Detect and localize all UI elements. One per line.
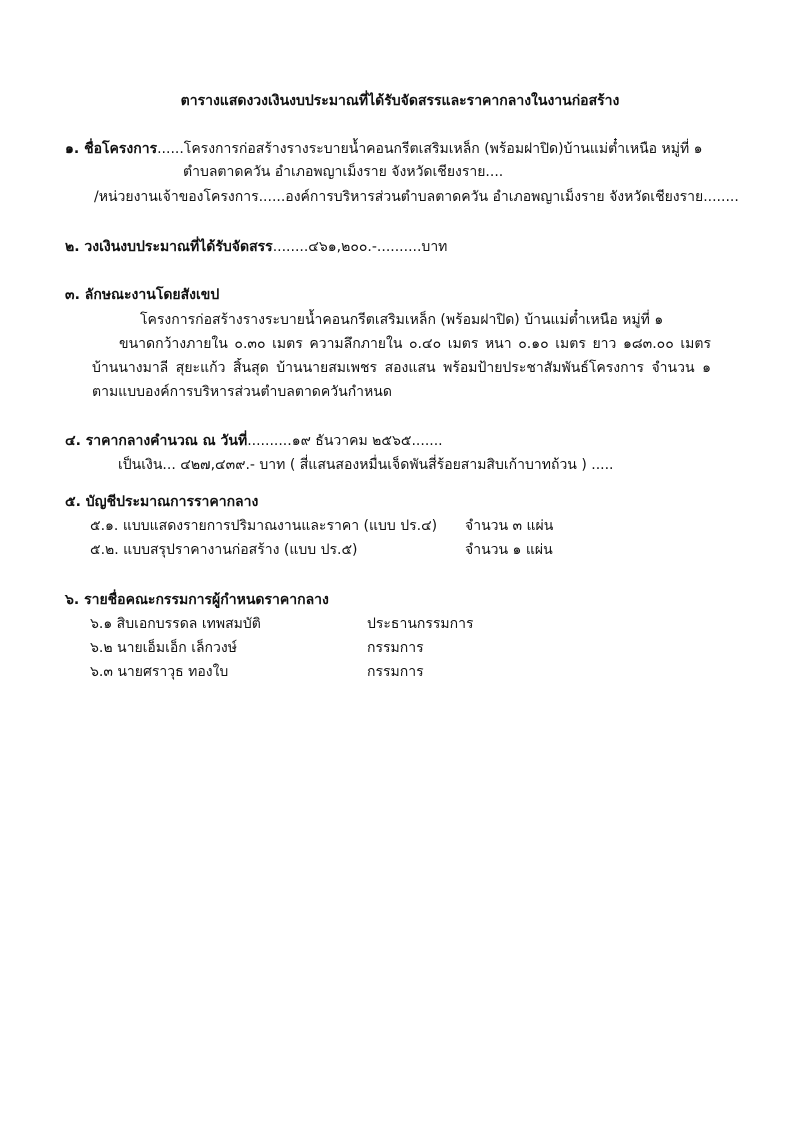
section-5-item-2: ๕.๒. แบบสรุปราคางานก่อสร้าง (แบบ ปร.๕) [90,542,358,558]
committee-member-2-name: ๖.๒ นายเอ็มเอ็ก เล็กวงษ์ [90,640,237,656]
committee-member-3-role: กรรมการ [367,664,424,680]
section-2-row [65,237,447,257]
section-5-item-1: ๕.๑. แบบแสดงรายการปริมาณงานและราคา (แบบ ปร.๔) [90,518,438,534]
section-5-label: ๕. บัญชีประมาณการราคากลาง [65,494,259,510]
document-title: ตารางแสดงวงเงินงบประมาณที่ได้รับจัดสรรและราคากลางในงานก่อสร้าง [180,93,620,109]
section-5-item-1-qty: จำนวน ๓ แผ่น [465,518,554,534]
committee-member-3-name: ๖.๓ นายศราวุธ ทองใบ [90,664,229,680]
section-3-line-3: บ้านนางมาลี สุยะแก้ว สิ้นสุด บ้านนายสมเพชร สองแสน พร้อมป้ายประชาสัมพันธ์โครงการ จำนวน ๑ [92,360,711,376]
section-2-budget: ........๔๖๑,๒๐๐.-..........บาท [272,239,448,255]
section-4-amount: เป็นเงิน... ๔๒๗,๔๓๙.- บาท ( สี่แสนสองหมื่นเจ็ดพันสี่ร้อยสามสิบเก้าบาทถ้วน ) ..... [118,457,614,473]
section-3-line-2: ขนาดกว้างภายใน ๐.๓๐ เมตร ความลึกภายใน ๐.๔๐ เมตร หนา ๐.๑๐ เมตร ยาว ๑๘๓.๐๐ เมตร [119,336,711,352]
committee-member-1-name: ๖.๑ สิบเอกบรรดล เทพสมบัติ [90,616,261,632]
section-5-item-2-qty: จำนวน ๑ แผ่น [465,542,553,558]
section-1-row [65,139,703,159]
section-2-label: ๒. วงเงินงบประมาณที่ได้รับจัดสรร [65,239,273,255]
section-4-label: ๔. ราคากลางคำนวณ ณ วันที่ [65,433,248,449]
section-1-location: ตำบลตาดควัน อำเภอพญาเม็งราย จังหวัดเชียงราย.... [183,164,504,180]
section-1-label: ๑. ชื่อโครงการ [65,141,158,157]
section-3-line-4: ตามแบบองค์การบริหารส่วนตำบลตาดควันกำหนด [92,384,392,400]
committee-member-2-role: กรรมการ [367,640,424,656]
section-6-label: ๖. รายชื่อคณะกรรมการผู้กำหนดราคากลาง [65,592,329,608]
section-4-row [65,431,443,451]
section-3-label: ๓. ลักษณะงานโดยสังเขป [65,287,220,303]
section-1-agency: /หน่วยงานเจ้าของโครงการ......องค์การบริหารส่วนตำบลตาดควัน อำเภอพญาเม็งราย จังหวัดเชียงราย........ [94,189,739,205]
section-3-line-1: โครงการก่อสร้างรางระบายน้ำคอนกรีตเสริมเหล็ก (พร้อมฝาปิด) บ้านแม่ต๋ำเหนือ หมู่ที่ ๑ [140,312,664,328]
committee-member-1-role: ประธานกรรมการ [367,616,474,632]
section-4-date: ..........๑๙ ธันวาคม ๒๕๖๕....... [247,433,443,449]
section-1-project-name: ......โครงการก่อสร้างรางระบายน้ำคอนกรีตเสริมเหล็ก (พร้อมฝาปิด)บ้านแม่ต๋ำเหนือ หมู่ที่ ๑ [157,141,703,157]
